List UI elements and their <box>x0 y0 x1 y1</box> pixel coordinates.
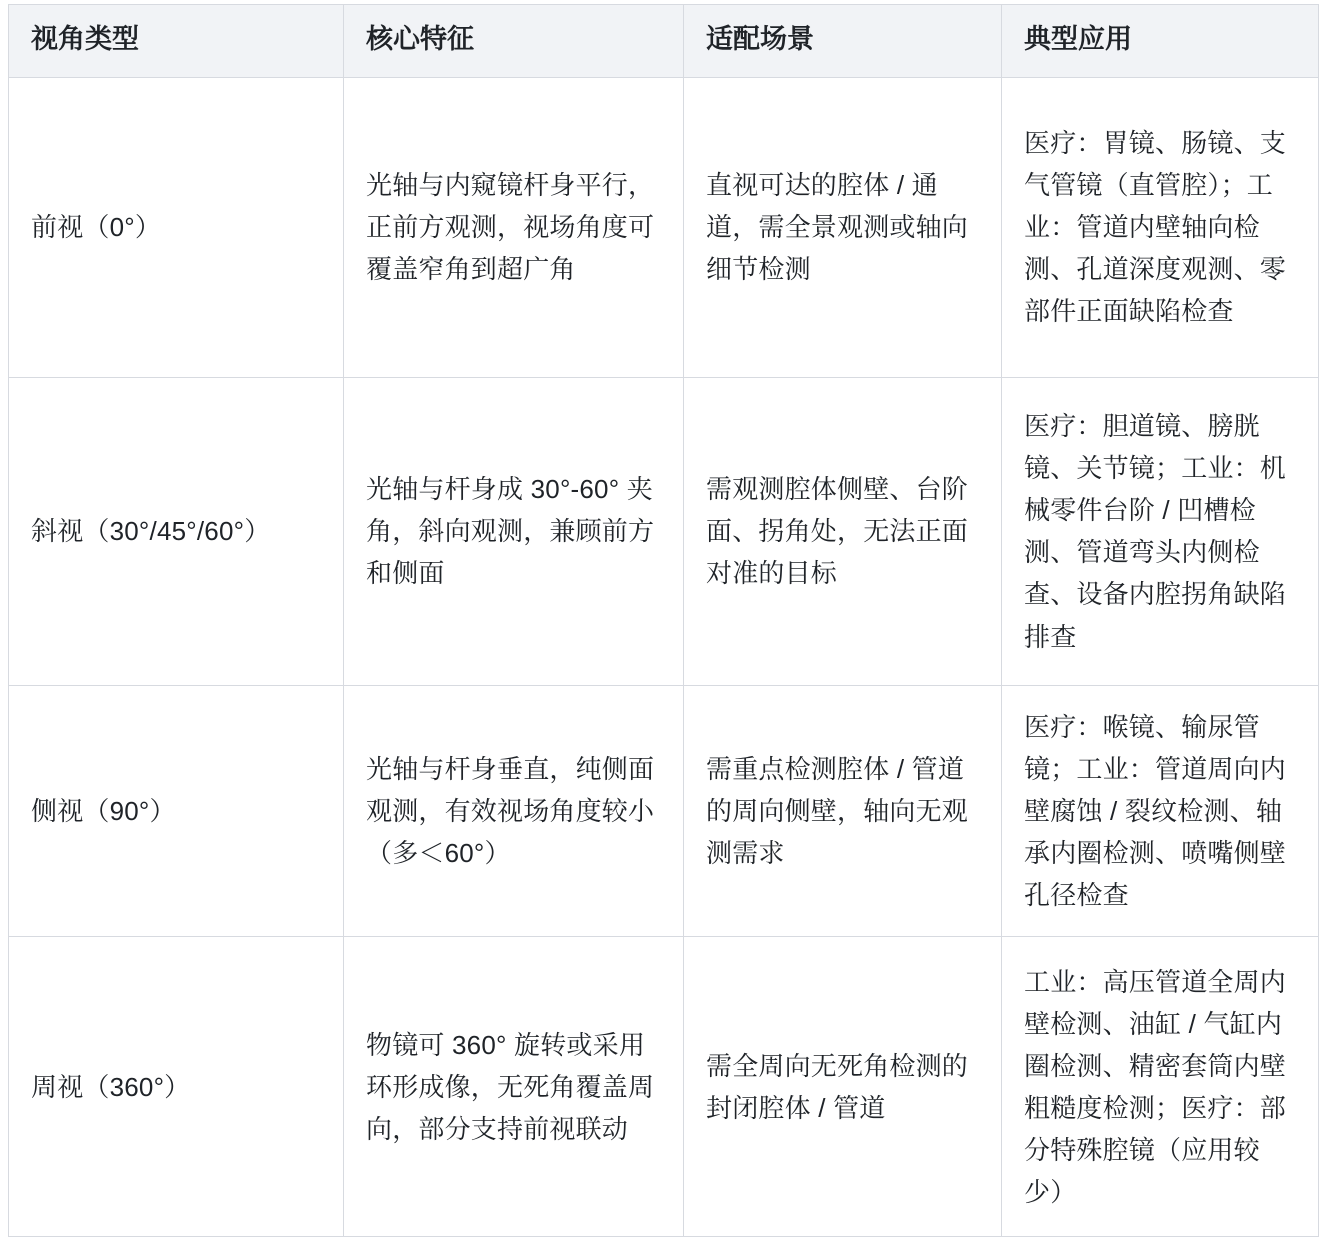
cell-text: 工业：高压管道全周内壁检测、油缸 / 气缸内圈检测、精密套筒内壁粗糙度检测；医疗：部分特殊腔镜（应用较少） <box>1024 966 1287 1208</box>
cell-text: 物镜可 360° 旋转或采用环形成像，无死角覆盖周向，部分支持前视联动 <box>366 1029 655 1144</box>
cell-text: 医疗：胃镜、肠镜、支气管镜（直管腔）；工业：管道内壁轴向检测、孔道深度观测、零部件正面缺陷检查 <box>1024 128 1287 327</box>
table-body <box>9 77 1319 1237</box>
table-row <box>9 685 1319 937</box>
cell-core-feature <box>344 937 684 1237</box>
cell-scenario <box>684 377 1002 685</box>
cell-view-type <box>9 685 344 937</box>
cell-scenario <box>684 685 1002 937</box>
cell-text: 光轴与杆身垂直，纯侧面观测，有效视场角度较小（多＜60°） <box>366 753 655 869</box>
cell-text: 光轴与内窥镜杆身平行，正前方观测，视场角度可覆盖窄角到超广角 <box>366 170 655 285</box>
view-angle-table <box>8 4 1319 1237</box>
cell-text: 周视（360°） <box>31 1071 191 1102</box>
cell-core-feature <box>344 77 684 377</box>
cell-text: 医疗：喉镜、输尿管镜；工业：管道周向内壁腐蚀 / 裂纹检测、轴承内圈检测、喷嘴侧壁孔径检查 <box>1024 711 1287 911</box>
cell-view-type <box>9 377 344 685</box>
spec-table-container <box>0 4 1336 1237</box>
cell-core-feature <box>344 685 684 937</box>
column-header-scenario: 适配场景 <box>684 5 1002 78</box>
column-header-core-feature: 核心特征 <box>344 5 684 78</box>
cell-application <box>1002 937 1319 1237</box>
cell-text: 需观测腔体侧壁、台阶面、拐角处，无法正面对准的目标 <box>706 474 969 589</box>
column-header-application: 典型应用 <box>1002 5 1319 78</box>
table-header <box>9 5 1319 78</box>
cell-view-type <box>9 77 344 377</box>
cell-scenario <box>684 77 1002 377</box>
cell-text: 需重点检测腔体 / 管道的周向侧壁，轴向无观测需求 <box>706 753 969 869</box>
cell-text: 直视可达的腔体 / 通道，需全景观测或轴向细节检测 <box>706 170 969 285</box>
cell-text: 侧视（90°） <box>31 796 176 827</box>
cell-text: 光轴与杆身成 30°-60° 夹角，斜向观测，兼顾前方和侧面 <box>366 474 655 589</box>
cell-text: 前视（0°） <box>31 212 162 243</box>
cell-core-feature <box>344 377 684 685</box>
table-row <box>9 937 1319 1237</box>
cell-application <box>1002 685 1319 937</box>
cell-view-type <box>9 937 344 1237</box>
column-header-view-type: 视角类型 <box>9 5 344 78</box>
table-header-row <box>9 5 1319 78</box>
cell-scenario <box>684 937 1002 1237</box>
cell-application <box>1002 377 1319 685</box>
table-row <box>9 377 1319 685</box>
table-row <box>9 77 1319 377</box>
cell-text: 需全周向无死角检测的封闭腔体 / 管道 <box>706 1050 969 1123</box>
cell-text: 斜视（30°/45°/60°） <box>31 516 271 547</box>
cell-text: 医疗：胆道镜、膀胱镜、关节镜；工业：机械零件台阶 / 凹槽检测、管道弯头内侧检查、设备内腔拐角缺陷排查 <box>1024 410 1287 652</box>
cell-application <box>1002 77 1319 377</box>
